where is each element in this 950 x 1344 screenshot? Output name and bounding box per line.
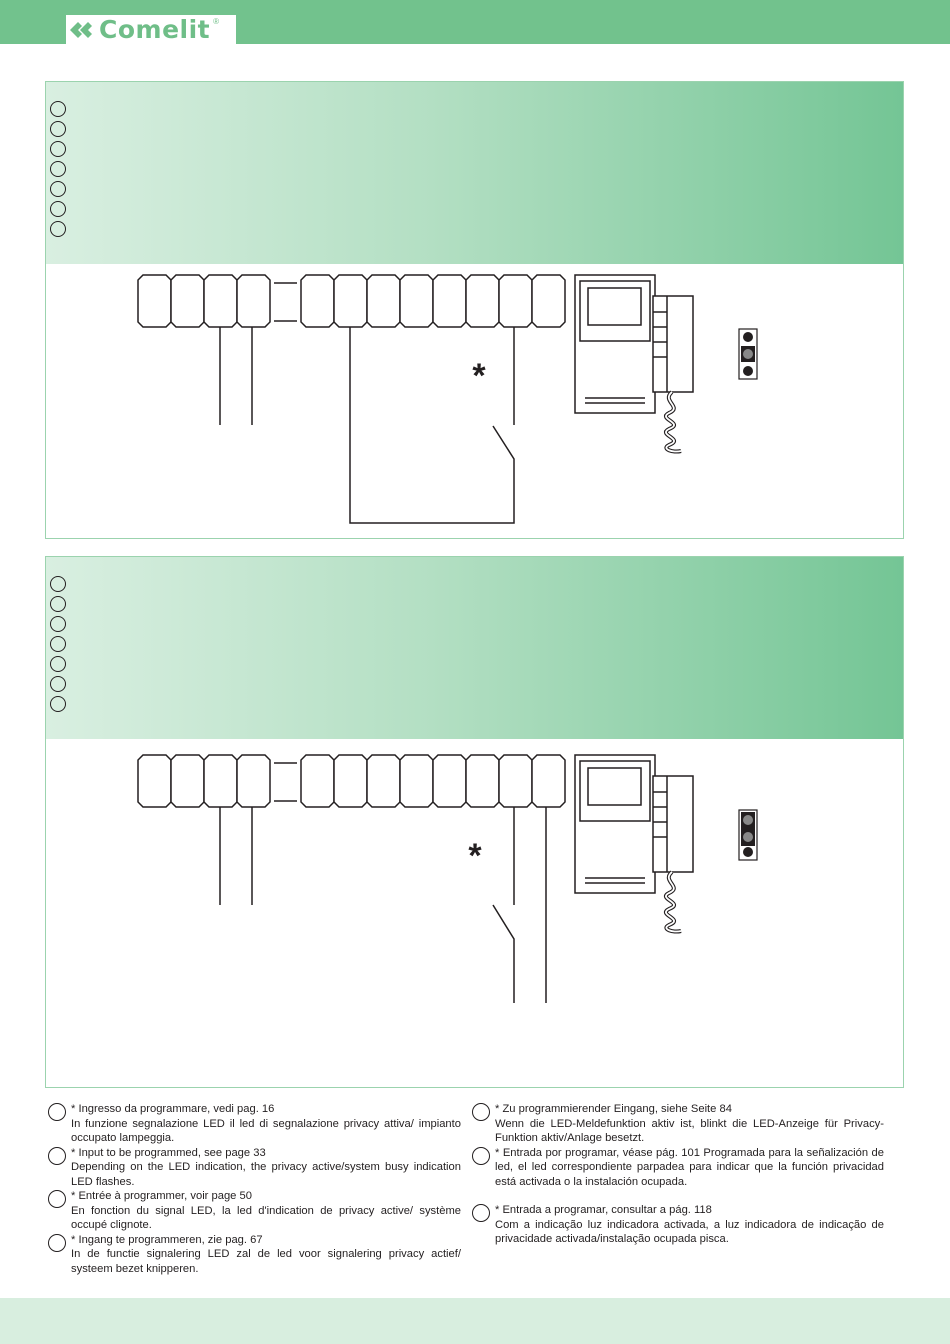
wiring-diagram-section-1 <box>45 81 904 539</box>
language-marker <box>48 1147 66 1165</box>
monitor-icon <box>575 755 693 932</box>
notes-column-right <box>472 1102 884 1247</box>
note-program-ref: * Entrada a programar, consultar a pág. 118 <box>495 1204 712 1216</box>
asterisk-mark <box>468 837 482 875</box>
note-spanish <box>472 1146 884 1190</box>
wiring-diagram <box>46 82 903 538</box>
asterisk-label: * <box>472 357 486 395</box>
note-dutch <box>48 1233 461 1277</box>
note-program-ref: * Entrée à programmer, voir page 50 <box>71 1190 252 1202</box>
asterisk-mark <box>472 357 486 395</box>
note-program-ref: * Ingang te programmeren, zie pag. 67 <box>71 1233 263 1246</box>
terminal-block <box>138 755 565 807</box>
note-english <box>48 1146 461 1190</box>
note-portuguese <box>472 1203 884 1247</box>
note-description: In de functie signalering LED zal de led voor signalering privacy actief/ systeem bezet knipperen. <box>71 1248 461 1275</box>
language-marker <box>48 1234 66 1252</box>
note-program-ref: * Zu programmierender Eingang, siehe Seite 84 <box>495 1103 732 1115</box>
led-indicator-icon <box>739 329 757 379</box>
note-german <box>472 1102 884 1146</box>
note-description: En fonction du signal LED, la led d'indication de privacy active/ système occupé clignote. <box>71 1204 461 1231</box>
brand-logo <box>66 15 236 44</box>
note-description: In funzione segnalazione LED il led di segnalazione privacy attiva/ impianto occupato lampeggia. <box>71 1117 461 1144</box>
monitor-icon <box>575 275 693 452</box>
wiring-diagram <box>46 557 903 1087</box>
comelit-logo-icon <box>70 21 96 39</box>
note-description: Com a indicação luz indicadora activada, a luz indicadora de indicação de privacidade activada/instalação ocupada pisca. <box>495 1218 884 1245</box>
wiring-diagram-section-2 <box>45 556 904 1088</box>
spacer <box>472 1189 884 1203</box>
note-italian <box>48 1102 461 1146</box>
note-description: Wenn die LED-Meldefunktion aktiv ist, blinkt die LED-Anzeige für Privacy-Funktion aktiv/Anlage besetzt. <box>495 1117 884 1144</box>
note-program-ref: * Entrada por programar, véase pág. 101 Programada para la señalización de led, el led correspondiente parpadea para indicar que la función privacidad está activada o la instalación ocupada. <box>495 1146 884 1188</box>
language-marker <box>472 1147 490 1165</box>
led-indicator-icon <box>739 810 757 860</box>
note-program-ref: * Ingresso da programmare, vedi pag. 16 <box>71 1103 275 1115</box>
asterisk-label: * <box>468 837 482 875</box>
language-marker <box>48 1103 66 1121</box>
language-marker <box>472 1204 490 1222</box>
terminal-block <box>138 275 565 327</box>
note-description: Depending on the LED indication, the privacy active/system busy indication LED flashes. <box>71 1161 461 1188</box>
language-marker <box>48 1190 66 1208</box>
notes-column-left <box>48 1102 461 1276</box>
note-program-ref: * Input to be programmed, see page 33 <box>71 1146 266 1159</box>
language-marker <box>472 1103 490 1121</box>
brand-name: Comelit <box>99 15 211 44</box>
footer-band <box>0 1298 950 1344</box>
note-french <box>48 1189 461 1233</box>
registered-mark: ® <box>213 17 220 26</box>
